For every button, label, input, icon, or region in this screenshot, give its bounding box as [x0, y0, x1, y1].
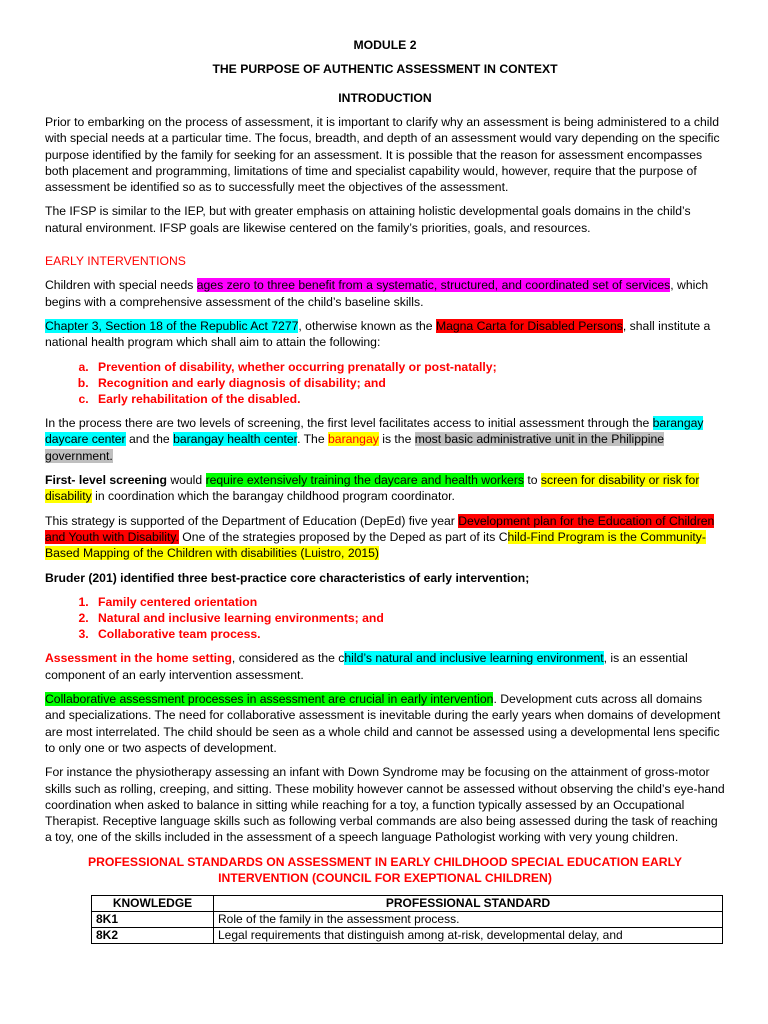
column-header: PROFESSIONAL STANDARD [214, 896, 723, 912]
standards-table [91, 895, 723, 944]
home-setting-paragraph: Assessment in the home setting, considered as the child’s natural and inclusive learning environment, is an essential component of an early intervention assessment. [45, 651, 688, 682]
list-item: a. Prevention of disability, whether occurring prenatally or post-natally; [92, 359, 725, 375]
document-page [45, 38, 725, 944]
list-item: 3. Collaborative team process. [92, 626, 725, 642]
professional-standards-heading: PROFESSIONAL STANDARDS ON ASSESSMENT IN EARLY CHILDHOOD SPECIAL EDUCATION EARLY INTERVENTION (COUNCIL FOR EXEPTIONAL CHILDREN) [87, 854, 683, 886]
table-row [92, 912, 723, 928]
list-item: c. Early rehabilitation of the disabled. [92, 391, 725, 407]
introduction-heading: INTRODUCTION [338, 91, 432, 105]
list-item: 1. Family centered orientation [92, 594, 725, 610]
collaborative-paragraph: Collaborative assessment processes in assessment are crucial in early intervention. Development cuts across all domains and specializations. The need for collaborative assessment is inevitable during the early years when domains of development are most interrelated. The child should be seen as a whole child and cannot be assessed using a developmental lens specific to only one or two aspects of development. [45, 692, 721, 755]
table-cell: Role of the family in the assessment process. [214, 912, 723, 928]
highlight-cyan: Chapter 3, Section 18 of the Republic Act 7277 [45, 318, 299, 333]
intro-paragraph-2: The IFSP is similar to the IEP, but with greater emphasis on attaining holistic developmental goals domains in the child’s natural environment. IFSP goals are likewise centered on the family’s priorities, goals, and resources. [45, 204, 691, 235]
module-label: MODULE 2 [353, 38, 417, 52]
list-item: b. Recognition and early diagnosis of disability; and [92, 375, 725, 391]
children-paragraph: Children with special needs ages zero to three benefit from a systematic, structured, and coordinated set of services, which begins with a comprehensive assessment of the child’s baseline skills. [45, 278, 709, 309]
characteristics-list [45, 594, 725, 643]
early-interventions-heading: EARLY INTERVENTIONS [45, 254, 186, 269]
screening-paragraph: In the process there are two levels of screening, the first level facilitates access to initial assessment through the barangay daycare center and the barangay health center. The barangay is the most basic administrative unit in the Philippine government. [45, 416, 704, 463]
highlight-red: Magna Carta for Disabled Persons [435, 318, 623, 333]
table-cell: Legal requirements that distinguish among at-risk, developmental delay, and [214, 928, 723, 944]
bruder-paragraph: Bruder (201) identified three best-practice core characteristics of early intervention; [45, 570, 530, 585]
table-row [92, 928, 723, 944]
table-cell: 8K2 [92, 928, 214, 944]
column-header: KNOWLEDGE [92, 896, 214, 912]
first-level-paragraph: First- level screening would require extensively training the daycare and health workers to screen for disability or risk for disability in coordination which the barangay childhood program coordinator. [45, 473, 700, 504]
document-title: THE PURPOSE OF AUTHENTIC ASSESSMENT IN CONTEXT [212, 62, 558, 76]
objectives-list [45, 359, 725, 408]
list-item: 2. Natural and inclusive learning environments; and [92, 610, 725, 626]
intro-paragraph-1: Prior to embarking on the process of assessment, it is important to clarify why an assessment is being administered to a child with special needs at a particular time. The focus, breadth, and depth of an assessment would vary depending on the specific purpose identified by the family for seeking for an assessment. It is possible that the reason for assessment encompasses both placement and programming, limitations of time and specialist capability would, however, require that the purpose of assessment be identified so as to successfully meet the objectives of the assessment. [45, 115, 720, 195]
strategy-paragraph: This strategy is supported of the Department of Education (DepEd) five year Development plan for the Education of Children and Youth with Disability. One of the strategies proposed by the Deped as part of its Child-Find Program is the Community-Based Mapping of the Children with disabilities (Luistro, 2015) [45, 513, 715, 561]
chapter-paragraph: Chapter 3, Section 18 of the Republic Act 7277, otherwise known as the Magna Carta for Disabled Persons, shall institute a national health program which shall aim to attain the following: [45, 318, 711, 350]
table-header-row [92, 896, 723, 912]
instance-paragraph: For instance the physiotherapy assessing an infant with Down Syndrome may be focusing on the attainment of gross-motor skills such as rolling, creeping, and sitting. These mobility however cannot be assessed without observing the child’s eye-hand coordination when asked to balance in sitting while reaching for a toy, a function typically assessed by an Occupational Therapist. Receptive language skills such as following verbal commands are also being assessed during the task of reaching a toy, one of the skills included in the assessment of a speech language Pathologist working with very young children. [45, 765, 725, 845]
table-cell: 8K1 [92, 912, 214, 928]
highlight-magenta: ages zero to three benefit from a systematic, structured, and coordinated set of services [196, 278, 671, 293]
